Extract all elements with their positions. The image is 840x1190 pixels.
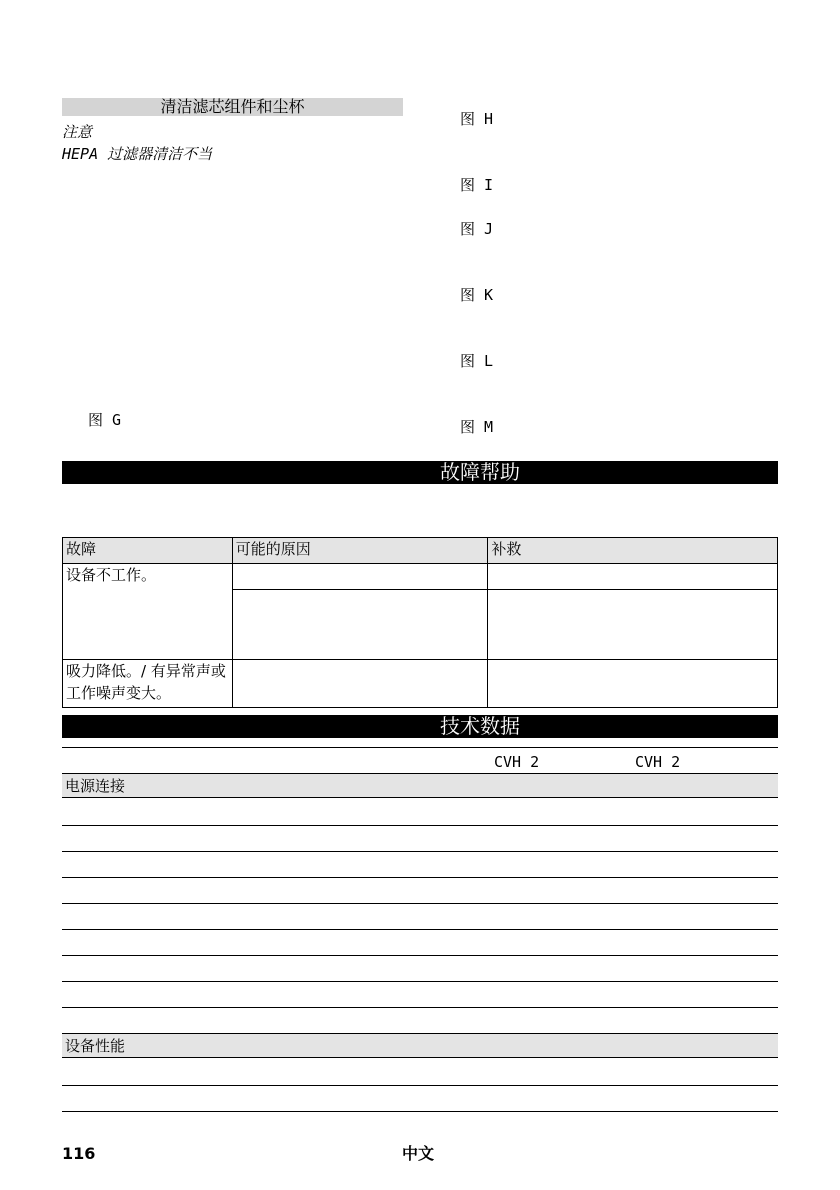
- figure-label-l: 图 L: [460, 352, 494, 370]
- fault-suction-reduced: 吸力降低。/ 有异常声或工作噪声变大。: [63, 660, 233, 708]
- divider: [62, 825, 778, 826]
- remedy-cell: [488, 564, 778, 590]
- section-power-connection: 电源连接: [62, 773, 778, 798]
- divider: [62, 955, 778, 956]
- figure-label-j: 图 J: [460, 220, 494, 238]
- table-row: [63, 564, 778, 590]
- figure-label-i: 图 I: [460, 176, 494, 194]
- tech-data-title: 技术数据: [440, 714, 520, 738]
- cause-cell: [232, 660, 488, 708]
- divider: [62, 903, 778, 904]
- divider: [62, 981, 778, 982]
- model-column-1: CVH 2: [494, 753, 540, 771]
- header-fault: 故障: [63, 538, 233, 564]
- trouble-help-title: 故障帮助: [440, 460, 520, 484]
- model-column-2: CVH 2: [635, 753, 681, 771]
- divider: [62, 1111, 778, 1112]
- section-heading-clean-filter: 清洁滤芯组件和尘杯: [62, 98, 403, 116]
- header-remedy: 补救: [488, 538, 778, 564]
- remedy-cell: [488, 590, 778, 660]
- tech-data-banner: [62, 715, 778, 738]
- remedy-cell: [488, 660, 778, 708]
- figure-label-m: 图 M: [460, 418, 494, 436]
- divider: [62, 929, 778, 930]
- divider: [62, 851, 778, 852]
- divider: [62, 1085, 778, 1086]
- divider: [62, 747, 778, 748]
- cause-cell: [232, 564, 488, 590]
- header-cause: 可能的原因: [232, 538, 488, 564]
- cause-cell: [232, 590, 488, 660]
- divider: [62, 1007, 778, 1008]
- divider: [62, 877, 778, 878]
- fault-device-not-working: 设备不工作。: [63, 564, 233, 660]
- trouble-table: [62, 537, 778, 708]
- figure-label-g: 图 G: [88, 411, 122, 429]
- figure-label-h: 图 H: [460, 110, 494, 128]
- footer-language: 中文: [402, 1144, 435, 1163]
- note-text: HEPA 过滤器清洁不当: [62, 145, 213, 163]
- page-number: 116: [62, 1144, 96, 1163]
- trouble-table-header-row: [63, 538, 778, 564]
- figure-label-k: 图 K: [460, 286, 494, 304]
- note-title: 注意: [62, 123, 93, 141]
- trouble-help-banner: [62, 461, 778, 484]
- table-row: [63, 660, 778, 708]
- section-device-performance: 设备性能: [62, 1033, 778, 1058]
